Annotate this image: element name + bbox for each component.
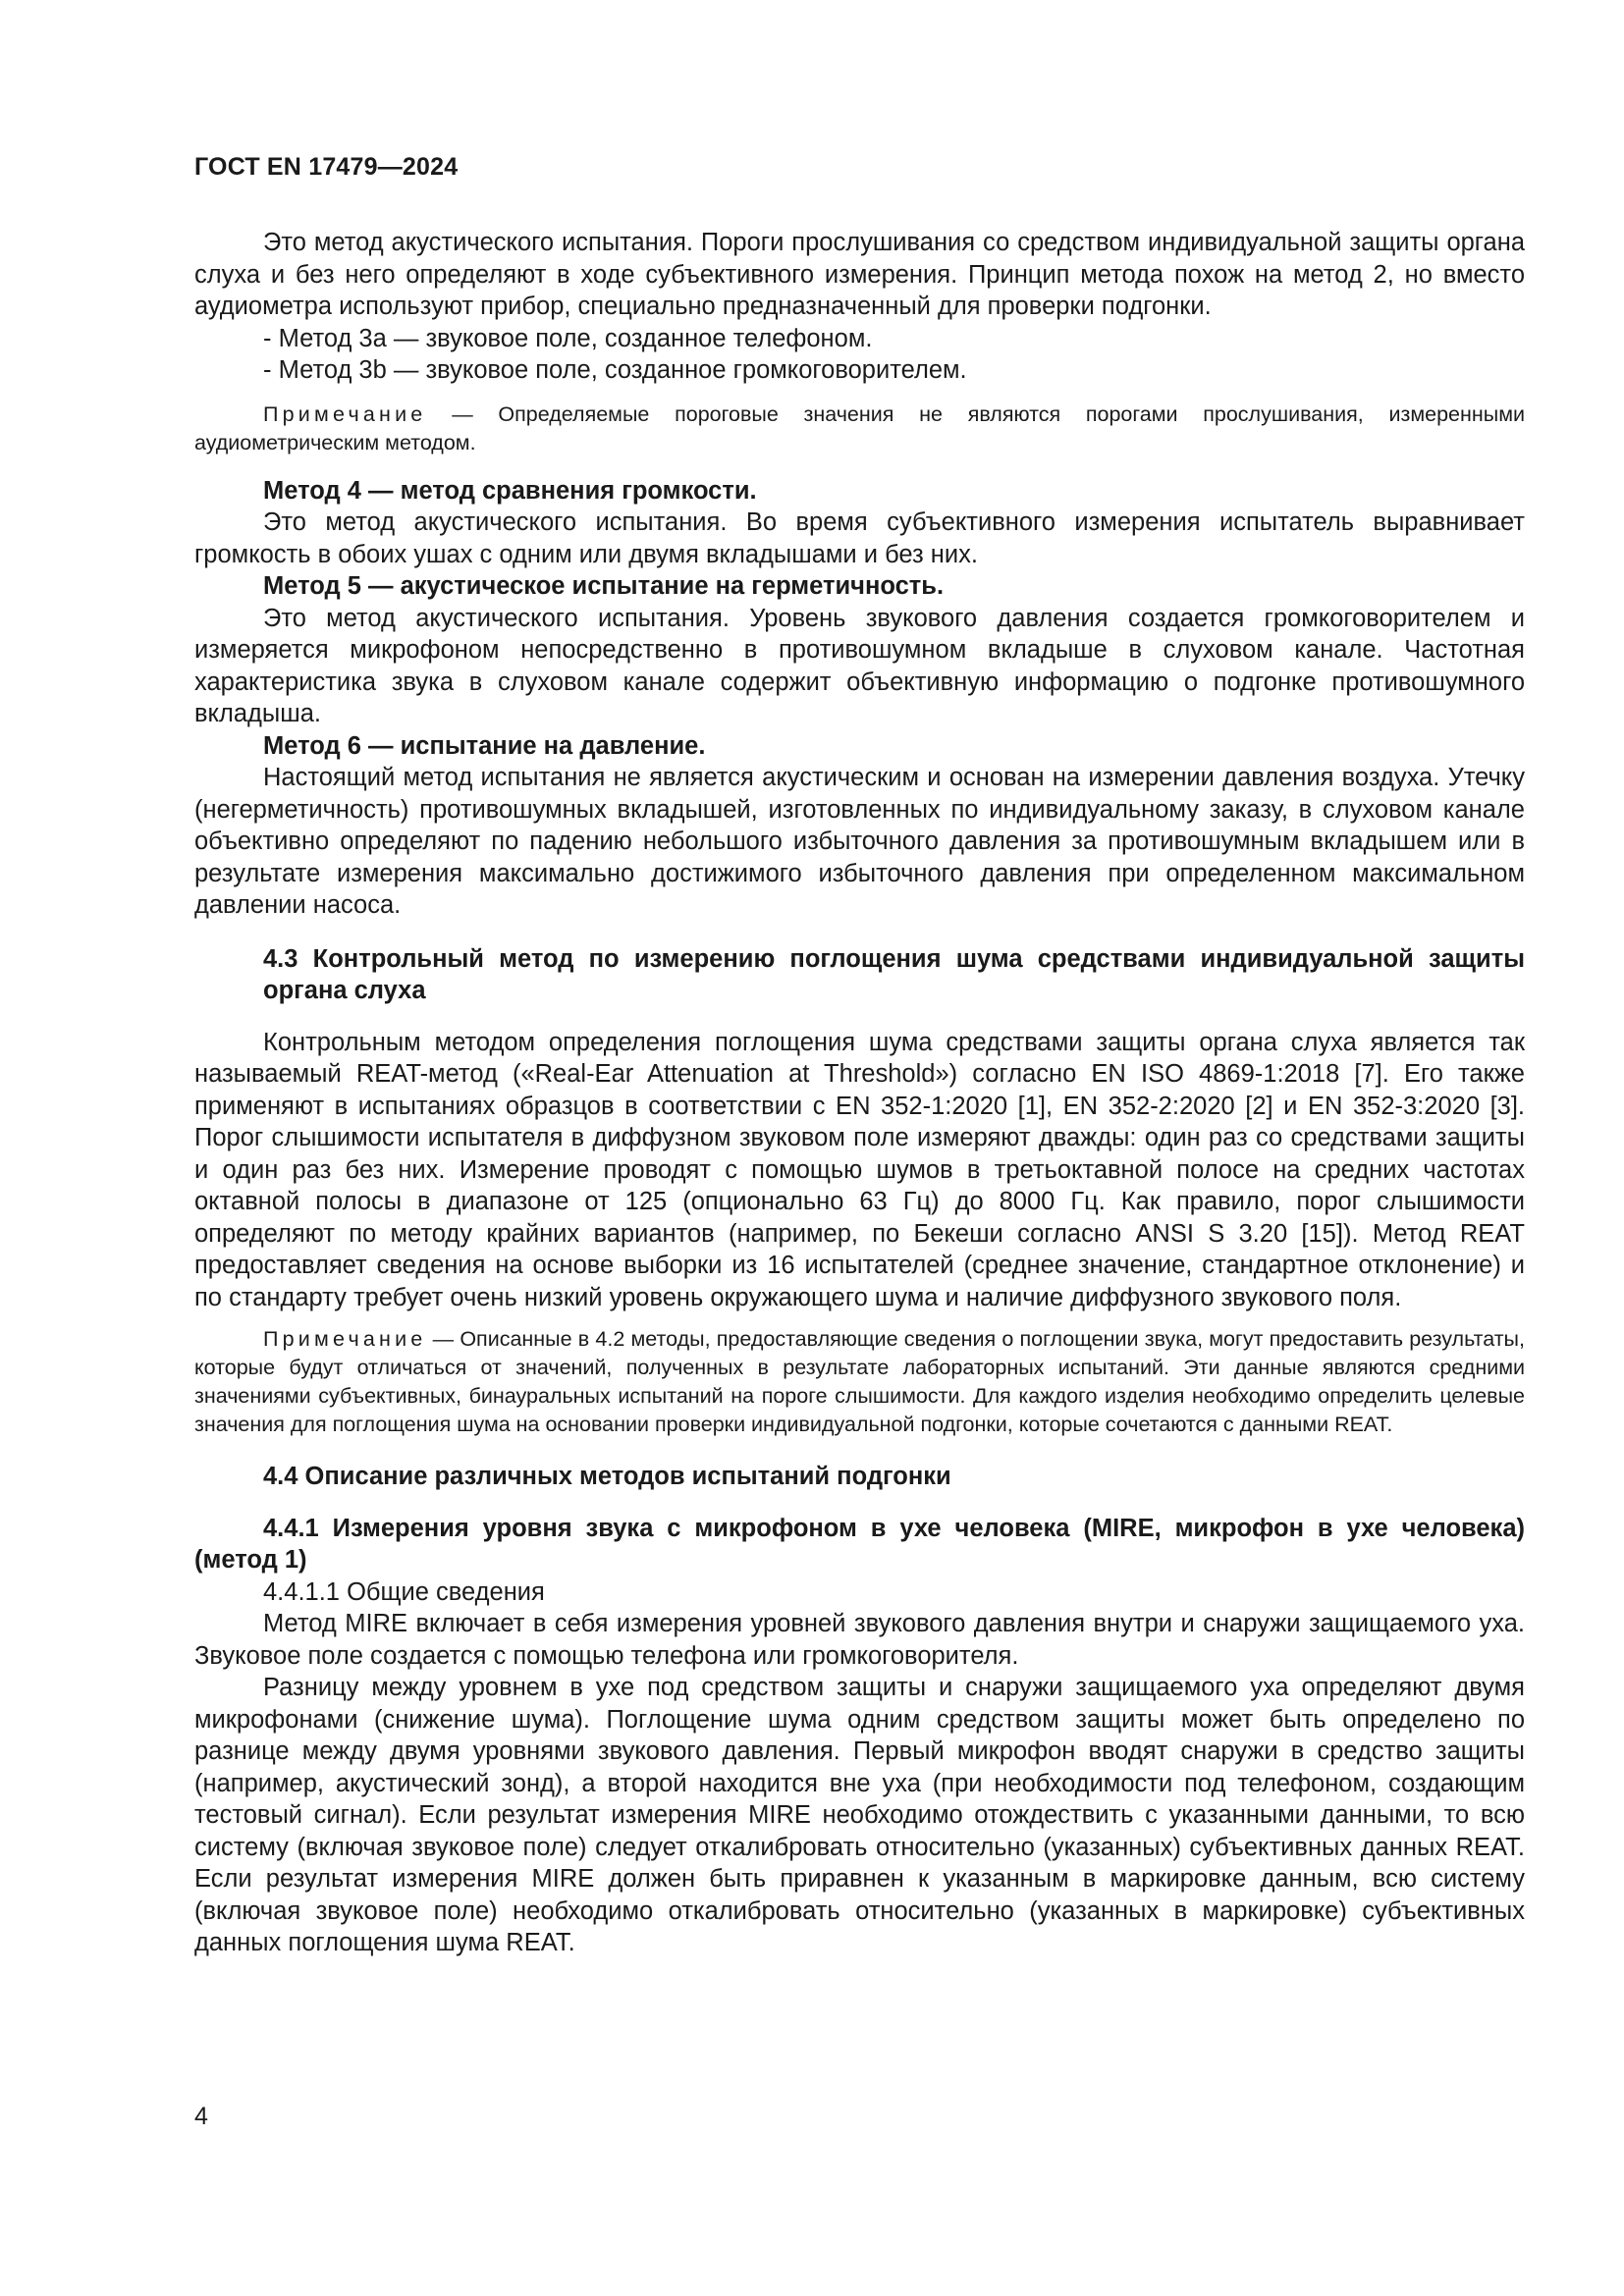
section-4-4-1-heading: 4.4.1 Измерения уровня звука с микрофоном в ухе человека (MIRE, микрофон в ухе человека) (метод 1) xyxy=(194,1514,1525,1574)
section-4-4-heading: 4.4 Описание различных методов испытаний подгонки xyxy=(263,1463,951,1490)
section-4-4-1-1-paragraph-1: Метод MIRE включает в себя измерения уровней звукового давления внутри и снаружи защищаемого уха. Звуковое поле создается с помощью телефона или громкоговорителя. xyxy=(194,1610,1525,1670)
document-body xyxy=(194,227,1525,1959)
method6-title: Метод 6 — испытание на давление. xyxy=(263,731,706,760)
method6-text: Настоящий метод испытания не является акустическим и основан на измерении давления воздуха. Утечку (негерметичность) противошумных вкладышей, изготовленных по индивидуальному заказу, в слуховом канале объективно определяют по падению небольшого избыточного давления за противошумным вкладышем или в результате измерения максимально достижимого избыточного давления при определенном максимальном давлении насоса. xyxy=(194,764,1525,919)
list-item-method-3b: - Метод 3b — звуковое поле, созданное громкоговорителем. xyxy=(263,356,967,384)
note-text: — Описанные в 4.2 методы, предоставляющие сведения о поглощении звука, могут предоставить результаты, которые будут отличаться от значений, полученных в результате лабораторных испытаний. Эти данные являются средними значениями субъективных, бинауральных испытаний на пороге слышимости. Для каждого изделия необходимо определить целевые значения для поглощения шума на основании проверки индивидуальной подгонки, которые сочетаются с данными REAT. xyxy=(194,1327,1525,1436)
section-4-3-text: Контрольным методом определения поглощения шума средствами защиты органа слуха является так называемый REAT-метод («Real-Ear Attenuation at Threshold») согласно EN ISO 4869-1:2018 [7]. Его также применяют в испытаниях образцов в соответствии с EN 352-1:2020 [1], EN 352-2:2020 [2] и EN 352-3:2020 [3]. Порог слышимости испытателя в диффузном звуковом поле измеряют дважды: один раз со средствами защиты и один раз без них. Измерение проводят с помощью шумов в третьоктавной полосе на средних частотах октавной полосы в диапазоне от 125 (опционально 63 Гц) до 8000 Гц. Как правило, порог слышимости определяют по методу крайних вариантов (например, по Бекеши согласно ANSI S 3.20 [15]). Метод REAT предоставляет сведения на основе выборки из 16 испытателей (среднее значение, стандартное отклонение) и по стандарту требует очень низкий уровень окружающего шума и наличие диффузного звукового поля. xyxy=(194,1028,1525,1311)
document-header-id: ГОСТ EN 17479—2024 xyxy=(194,153,459,181)
page-number: 4 xyxy=(194,2103,208,2130)
note-block-2 xyxy=(194,1325,1525,1439)
section-4-4-1-1-paragraph-2: Разницу между уровнем в ухе под средством защиты и снаружи защищаемого уха определяют двумя микрофонами (снижение шума). Поглощение шума одним средством защиты может быть определено по разнице между двумя уровнями звукового давления. Первый микрофон вводят снаружи в средство защиты (например, акустический зонд), а второй находится вне уха (при необходимости под телефоном, создающим тестовый сигнал). Если результат измерения MIRE необходимо отождествить с указанными данными, то всю систему (включая звуковое поле) следует откалибровать относительно (указанных) субъективных данных REAT. Если результат измерения MIRE должен быть приравнен к указанным в маркировке данным, всю систему (включая звуковое поле) необходимо откалибровать относительно (указанных в маркировке) субъективных данных поглощения шума REAT. xyxy=(194,1674,1525,1956)
method3-description: Это метод акустического испытания. Пороги прослушивания со средством индивидуальной защиты органа слуха и без него определяют в ходе субъективного измерения. Принцип метода похож на метод 2, но вместо аудиометра используют прибор, специально предназначенный для проверки подгонки. xyxy=(194,229,1525,320)
method4-text: Это метод акустического испытания. Во время субъективного измерения испытатель выравнивает громкость в обоих ушах с одним или двумя вкладышами и без них. xyxy=(194,508,1525,568)
note-label: Примечание xyxy=(263,1327,427,1351)
list-item-method-3a: - Метод 3a — звуковое поле, созданное телефоном. xyxy=(263,324,873,352)
note-text: — Определяемые пороговые значения не являются порогами прослушивания, измеренными аудиометрическим методом. xyxy=(194,401,1525,454)
method5-text: Это метод акустического испытания. Уровень звукового давления создается громкоговорителем и измеряется микрофоном непосредственно в противошумном вкладыше в слуховом канале. Частотная характеристика звука в слуховом канале содержит объективную информацию о подгонке противошумного вкладыша. xyxy=(194,604,1525,727)
note-block-1 xyxy=(194,400,1525,457)
method5-title: Метод 5 — акустическое испытание на герметичность. xyxy=(263,572,945,600)
note-label: Примечание xyxy=(263,401,427,426)
section-4-3-heading: 4.3 Контрольный метод по измерению поглощения шума средствами индивидуальной защиты органа слуха xyxy=(263,944,1525,1004)
section-4-4-1-1-subheading: 4.4.1.1 Общие сведения xyxy=(263,1577,545,1606)
method4-title: Метод 4 — метод сравнения громкости. xyxy=(263,476,757,505)
